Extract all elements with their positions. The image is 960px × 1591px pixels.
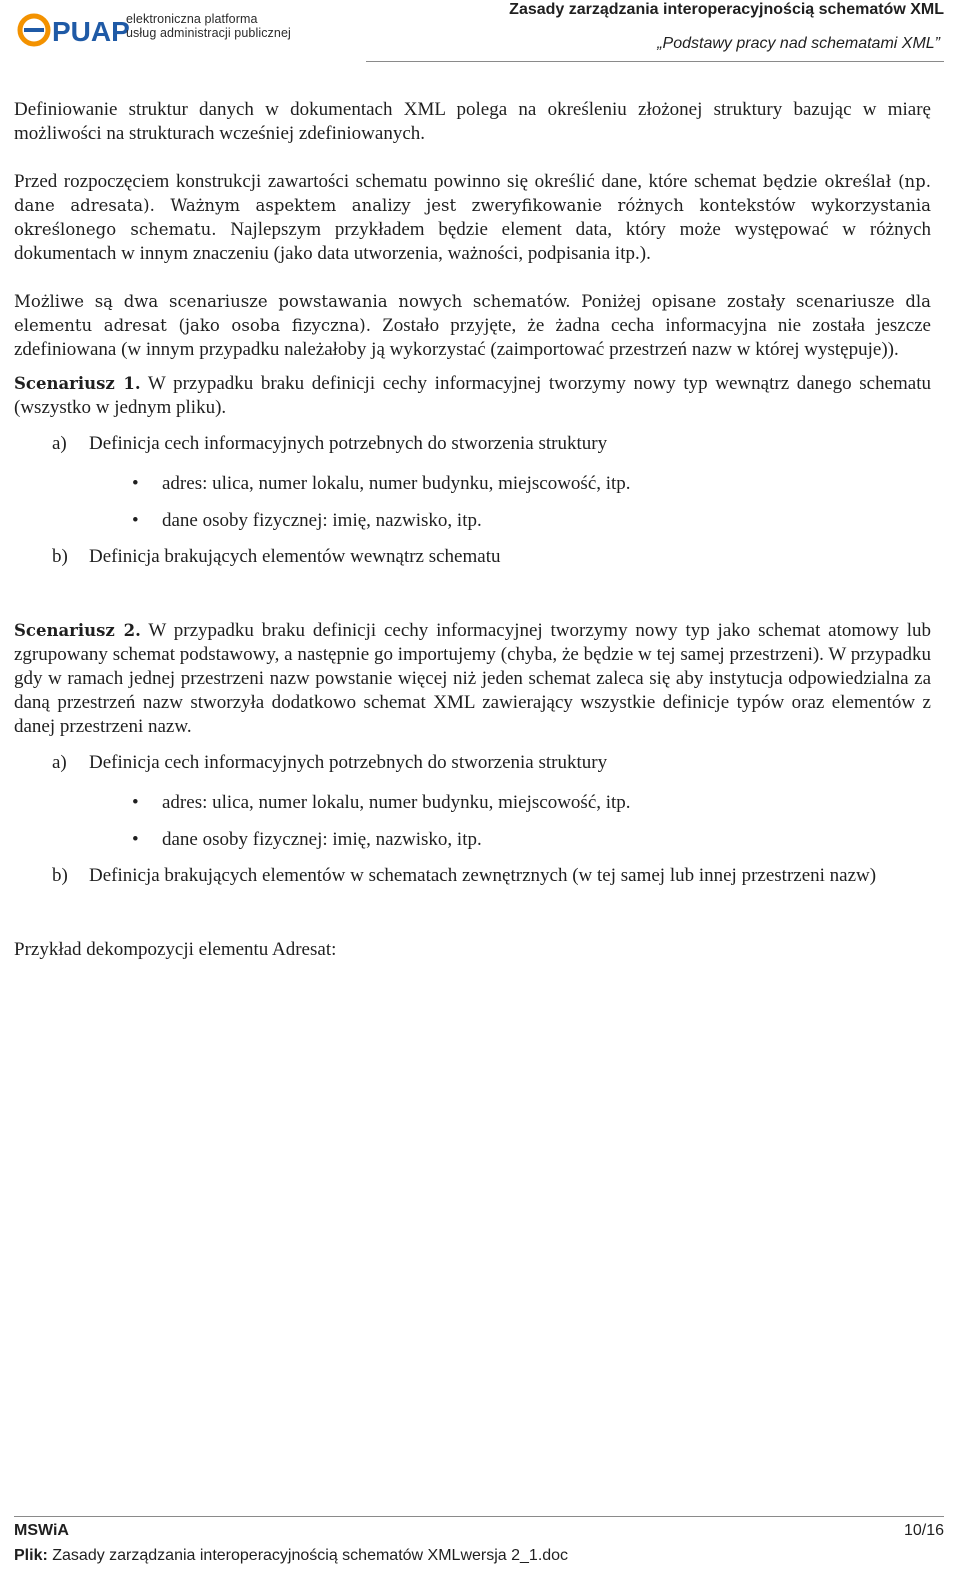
list-text: Definicja cech informacyjnych potrzebnych do stworzenia struktury [89, 752, 608, 773]
paragraph-analysis [14, 170, 931, 266]
footer-org: MSWiA [14, 1522, 69, 1539]
epuap-logo [14, 8, 304, 50]
paragraph-intro [14, 98, 931, 146]
list-label: b) [52, 546, 68, 567]
scenario-2 [14, 619, 931, 739]
bullet-text: dane osoby fizycznej: imię, nazwisko, itp. [162, 829, 482, 850]
footer-file-label: Plik: [14, 1547, 48, 1564]
list-text: Definicja brakujących elementów wewnątrz schematu [89, 546, 501, 567]
example-heading-text: Przykład dekompozycji elementu Adresat: [14, 939, 337, 960]
scenario-2-item-b [14, 864, 931, 888]
document-subtitle: „Podstawy pracy nad schematami XML” [657, 35, 940, 52]
svg-text:PUAP: PUAP [52, 16, 130, 47]
document-body [14, 98, 931, 962]
page-header [0, 0, 960, 64]
bullet-icon: • [132, 510, 139, 531]
list-label: a) [52, 752, 67, 773]
list-text: Definicja brakujących elementów w schematach zewnętrznych (w tej samej lub innej przestrzeni nazw) [89, 865, 877, 886]
scenario-1-label: Scenariusz 1. [14, 374, 141, 393]
logo-caption [126, 12, 291, 40]
example-heading [14, 938, 931, 962]
logo-caption-line1: elektroniczna platforma [126, 12, 258, 26]
paragraph-intro-text: Definiowanie struktur danych w dokumentach XML polega na określeniu złożonej struktury bazując w miarę możliwości na strukturach wcześniej zdefiniowanych. [14, 99, 931, 144]
list-label: b) [52, 865, 68, 886]
scenario-1-item-b [14, 545, 931, 569]
bullet-text: adres: ulica, numer lokalu, numer budynku, miejscowość, itp. [162, 473, 631, 494]
scenario-2-bullet-2 [14, 828, 931, 852]
paragraph-scenarios-part1: Możliwe są dwa scenariusze powstawania nowych schematów. Poniżej opisane zostały scenariusze dla elementu adresat (jako osoba fizyczna). [14, 292, 931, 335]
paragraph-analysis-part3: Najlepszym przykładem będzie element data, który może występować w różnych dokumentach w innym znaczeniu (jako data utworzenia, ważności, podpisania itp.). [14, 219, 932, 264]
scenario-2-text: W przypadku braku definicji cechy informacyjnej tworzymy nowy typ jako schemat atomowy lub zgrupowany schemat podstawowy, a następnie go importujemy (chyba, że będzie w tej samej przestrzeni). W przypadku gdy w ramach jednej przestrzeni nazw powstanie więcej niż jeden schemat zaleca się aby instytucja odpowiedzialna za daną przestrzeń nazw stworzyła dodatkowo schemat XML zawierający wszystkie definicje typów oraz elementów z danej przestrzeni nazw. [14, 620, 932, 737]
footer-file [14, 1547, 568, 1565]
footer-page-number: 10/16 [903, 1522, 944, 1539]
scenario-1-text: W przypadku braku definicji cechy informacyjnej tworzymy nowy typ wewnątrz danego schematu (wszystko w jednym pliku). [14, 373, 931, 418]
bullet-text: dane osoby fizycznej: imię, nazwisko, itp. [162, 510, 482, 531]
paragraph-analysis-part1: Przed rozpoczęciem konstrukcji zawartości schematu powinno się określić dane, które schemat [14, 171, 763, 192]
document-title: Zasady zarządzania interoperacyjnością schematów XML [509, 1, 944, 18]
header-divider [366, 61, 944, 62]
list-text: Definicja cech informacyjnych potrzebnych do stworzenia struktury [89, 433, 608, 454]
footer-divider [14, 1516, 944, 1517]
bullet-icon: • [132, 473, 139, 494]
scenario-2-label: Scenariusz 2. [14, 621, 141, 640]
bullet-icon: • [132, 829, 139, 850]
bullet-icon: • [132, 792, 139, 813]
scenario-1-bullet-2 [14, 509, 931, 533]
logo-caption-line2: usług administracji publicznej [126, 26, 291, 40]
scenario-2-item-a [14, 751, 931, 775]
footer-file-name: Zasady zarządzania interoperacyjnością schematów XMLwersja 2_1.doc [47, 1547, 569, 1564]
paragraph-scenarios [14, 290, 931, 362]
bullet-text: adres: ulica, numer lokalu, numer budynku, miejscowość, itp. [162, 792, 631, 813]
scenario-1-bullet-1 [14, 472, 931, 496]
paragraph-scenarios-part2: Zostało przyjęte, że żadna cecha informacyjna nie została jeszcze zdefiniowana (w innym przypadku należałoby ją wykorzystać (zaimportować przestrzeń nazw w której występuje)). [14, 315, 931, 360]
list-label: a) [52, 433, 67, 454]
paragraph-analysis-part2: będzie określał (np. dane adresata). Ważnym aspektem analizy jest zweryfikowanie różnych kontekstów wykorzystania określonego schematu. [14, 172, 931, 239]
scenario-1-item-a [14, 432, 931, 456]
scenario-2-bullet-1 [14, 791, 931, 815]
scenario-1 [14, 372, 931, 420]
